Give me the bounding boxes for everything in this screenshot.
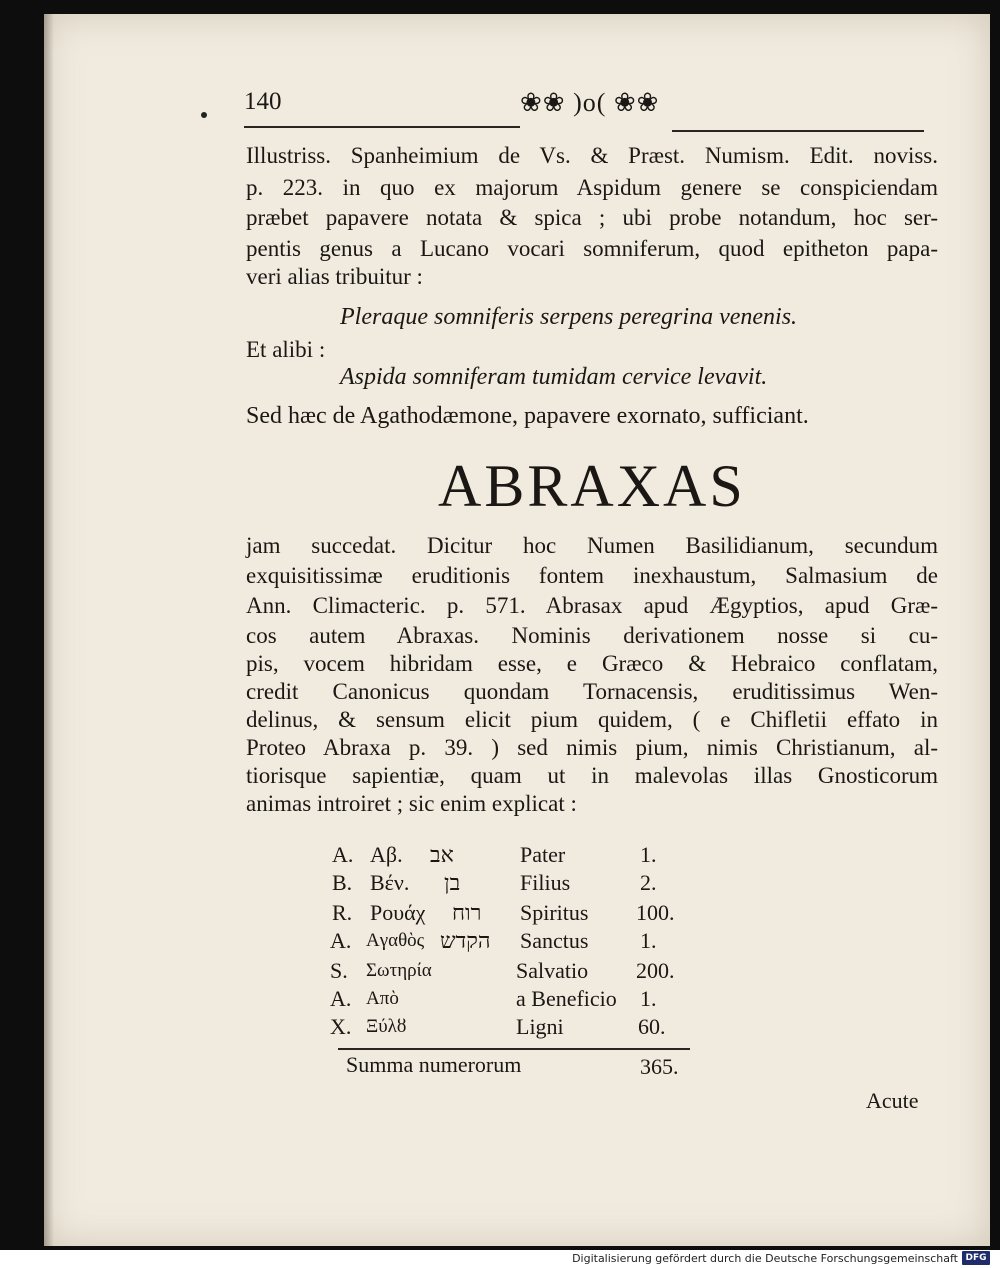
text-line: pentis genus a Lucano vocari somniferum, quod epitheton papa-	[246, 236, 938, 261]
header-ornament-icon: ❀❀ )o( ❀❀	[520, 88, 660, 117]
text-line: exquisitissimæ eruditionis fontem inexhaustum, Salmasium de	[246, 563, 938, 588]
text-line: Ann. Climacteric. p. 571. Abrasax apud Ægyptios, apud Græ-	[246, 593, 938, 618]
text-line: credit Canonicus quondam Tornacensis, eruditissimus Wen-	[246, 679, 938, 704]
row-greek: Aβ.	[370, 842, 403, 867]
verse-line: Aspida somniferam tumidam cervice levavit.	[340, 364, 768, 390]
row-greek: Aπὸ	[366, 988, 399, 1009]
footer-credit: Digitalisierung gefördert durch die Deutsche Forschungsgemeinschaft	[572, 1252, 958, 1265]
row-value: 1.	[640, 928, 657, 953]
row-latin: Filius	[520, 870, 571, 895]
sum-rule	[338, 1048, 690, 1050]
row-latin: Sanctus	[520, 928, 589, 953]
text-line: Illustriss. Spanheimium de Vs. & Præst. Numism. Edit. noviss.	[246, 143, 938, 168]
row-letter: A.	[332, 842, 354, 867]
row-greek: Σωτηρία	[366, 960, 432, 981]
catchword: Acute	[866, 1088, 919, 1113]
text-line: præbet papavere notata & spica ; ubi probe notandum, hoc ser-	[246, 205, 938, 230]
text-line: animas introiret ; sic enim explicat :	[246, 791, 577, 816]
row-hebrew: רוח	[452, 900, 482, 925]
row-greek: Pουάχ	[370, 900, 426, 925]
row-greek: Bέν.	[370, 870, 410, 895]
text-line: pis, vocem hibridam esse, e Græco & Hebraico conflatam,	[246, 651, 938, 676]
text-line: veri alias tribuitur :	[246, 264, 423, 289]
verse-line: Pleraque somniferis serpens peregrina venenis.	[340, 304, 798, 330]
row-letter: R.	[332, 900, 353, 925]
text-line: cos autem Abraxas. Nominis derivationem nosse si cu-	[246, 623, 938, 648]
sum-value: 365.	[640, 1054, 679, 1079]
closing-line: Sed hæc de Agathodæmone, papavere exornato, sufficiant.	[246, 403, 809, 429]
row-letter: B.	[332, 870, 353, 895]
row-hebrew: אב	[430, 842, 454, 867]
row-latin: Pater	[520, 842, 566, 867]
row-latin: Ligni	[516, 1014, 564, 1039]
et-alibi-line: Et alibi :	[246, 337, 326, 362]
margin-dot	[201, 112, 207, 118]
page-gutter-shadow	[44, 14, 54, 1246]
row-value: 1.	[640, 986, 657, 1011]
text-line: jam succedat. Dicitur hoc Numen Basilidianum, secundum	[246, 533, 938, 558]
text-line: Proteo Abraxa p. 39. ) sed nimis pium, nimis Christianum, al-	[246, 735, 938, 760]
sum-label: Summa numerorum	[346, 1052, 522, 1077]
row-value: 2.	[640, 870, 657, 895]
row-hebrew: בן	[444, 870, 461, 895]
row-latin: Spiritus	[520, 900, 589, 925]
text-line: tiorisque sapientiæ, quam ut in malevolas illas Gnosticorum	[246, 763, 938, 788]
header-rule-left	[244, 126, 520, 128]
row-value: 200.	[636, 958, 675, 983]
text-line: delinus, & sensum elicit pium quidem, ( e Chifletii effato in	[246, 707, 938, 732]
row-letter: A.	[330, 928, 352, 953]
row-letter: A.	[330, 986, 352, 1011]
row-letter: S.	[330, 958, 348, 983]
section-title: ABRAXAS	[438, 453, 746, 519]
row-value: 100.	[636, 900, 675, 925]
header-rule-right	[672, 130, 924, 132]
row-latin: a Beneficio	[516, 986, 617, 1011]
row-letter: X.	[330, 1014, 352, 1039]
row-greek: Ξύλȣ	[366, 1016, 407, 1037]
row-latin: Salvatio	[516, 958, 589, 983]
page-number: 140	[244, 88, 282, 115]
row-value: 1.	[640, 842, 657, 867]
row-hebrew: הקדש	[440, 928, 491, 953]
row-greek: Aγαθὸς	[366, 930, 425, 951]
row-value: 60.	[638, 1014, 666, 1039]
text-line: p. 223. in quo ex majorum Aspidum genere se conspiciendam	[246, 175, 938, 200]
dfg-logo-icon: DFG	[962, 1251, 990, 1265]
